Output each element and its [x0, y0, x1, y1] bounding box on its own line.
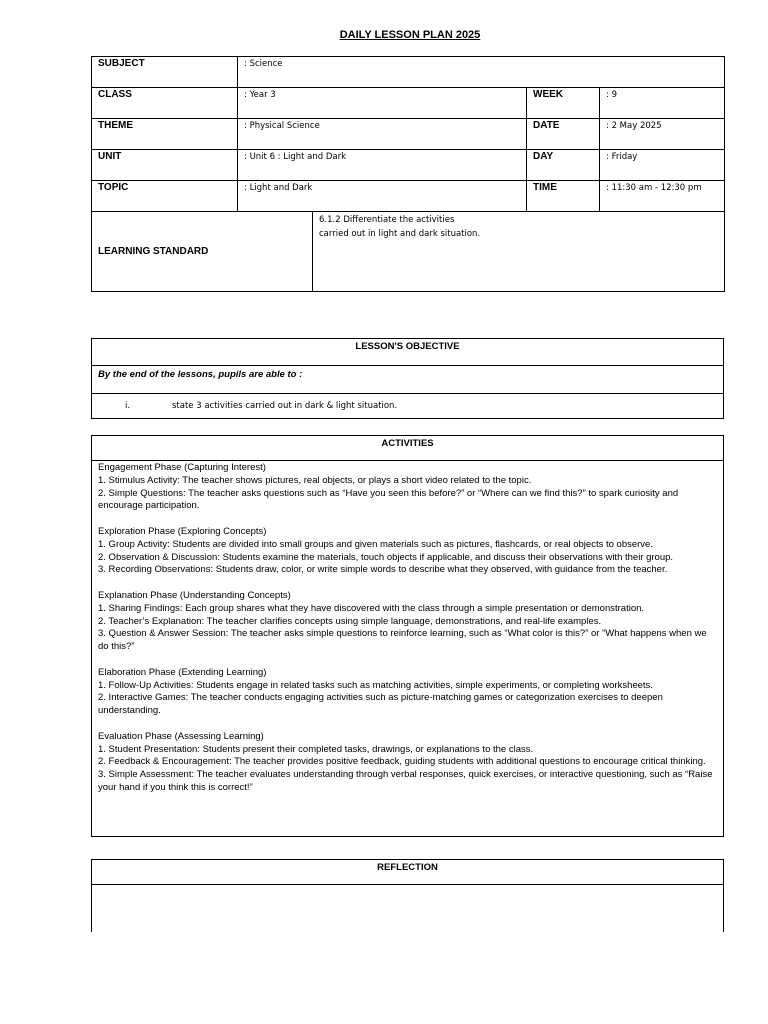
day-label: DAY — [527, 150, 600, 181]
phase-title: Evaluation Phase (Assessing Learning) — [98, 730, 264, 742]
learning-standard-label: LEARNING STANDARD — [92, 212, 313, 292]
phase-line: 3. Simple Assessment: The teacher evaluates understanding through verbal responses, quick exercises, or interactive questioning, such as “Raise your hand if you think this is correct!” — [98, 769, 713, 793]
class-row — [92, 88, 725, 119]
page-title: DAILY LESSON PLAN 2025 — [339, 29, 481, 41]
topic-label: TOPIC — [92, 181, 238, 212]
learning-standard-value — [313, 212, 725, 292]
phase-line: 1. Sharing Findings: Each group shares what they have discovered with the class through a simple presentation or demonstration. — [98, 602, 645, 614]
date-label: DATE — [527, 119, 600, 150]
phase-line: 1. Student Presentation: Students present their completed tasks, drawings, or explanations to the class. — [98, 743, 534, 755]
activities-table — [91, 435, 724, 837]
week-label: WEEK — [527, 88, 600, 119]
phase-line: 1. Stimulus Activity: The teacher shows pictures, real objects, or plays a short video related to the topic. — [98, 474, 532, 486]
subject-value: : Science — [238, 57, 725, 88]
evaluation-phase — [98, 731, 717, 795]
phase-line: 2. Simple Questions: The teacher asks questions such as “Have you seen this before?” or “Where can we find this?” to spark curiosity and encourage participation. — [98, 487, 679, 512]
unit-row — [92, 150, 725, 181]
phase-line: 2. Interactive Games: The teacher conducts engaging activities such as picture-matching games or categorization exercises to deepen understanding. — [98, 692, 663, 717]
theme-label: THEME — [92, 119, 238, 150]
class-label: CLASS — [92, 88, 238, 119]
phase-line: 1. Group Activity: Students are divided into small groups and given materials such as pictures, flashcards, or real objects to observe. — [98, 538, 653, 550]
learning-standard-table — [91, 211, 725, 292]
phase-line: 2. Feedback & Encouragement: The teacher provides positive feedback, guiding students with additional questions to encourage critical thinking. — [98, 756, 706, 768]
day-value: : Friday — [600, 150, 725, 181]
elaboration-phase — [98, 667, 717, 718]
objective-intro: By the end of the lessons, pupils are able to : — [92, 366, 724, 394]
phase-line: 1. Follow-Up Activities: Students engage in related tasks such as matching activities, simple experiments, or completing worksheets. — [98, 679, 653, 691]
objective-item-number: i. — [125, 401, 131, 411]
phase-line: 3. Question & Answer Session: The teacher asks simple questions to reinforce learning, such as “What color is this?” or “What happens when we do this?” — [98, 628, 707, 653]
phase-line: 3. Recording Observations: Students draw, color, or write simple words to describe what they observed, with guidance from the teacher. — [98, 564, 668, 576]
learning-standard-line-1: 6.1.2 Differentiate the activities — [319, 215, 455, 225]
phase-line: 2. Observation & Discussion: Students examine the materials, touch objects if applicable, and discuss their observations with their group. — [98, 551, 674, 563]
phase-title: Elaboration Phase (Extending Learning) — [98, 666, 267, 678]
explanation-phase — [98, 590, 717, 654]
reflection-header: REFLECTION — [92, 860, 724, 885]
time-label: TIME — [527, 181, 600, 212]
class-value: : Year 3 — [238, 88, 527, 119]
engagement-phase — [98, 462, 717, 513]
subject-label: SUBJECT — [92, 57, 238, 88]
exploration-phase — [98, 526, 717, 577]
theme-value: : Physical Science — [238, 119, 527, 150]
activities-header: ACTIVITIES — [92, 436, 724, 461]
phase-title: Explanation Phase (Understanding Concepts) — [98, 589, 291, 601]
unit-label: UNIT — [92, 150, 238, 181]
activities-body — [92, 461, 724, 837]
objective-item — [92, 394, 724, 419]
learning-standard-line-2: carried out in light and dark situation. — [319, 229, 481, 239]
lesson-objective-table — [91, 338, 724, 419]
phase-title: Engagement Phase (Capturing Interest) — [98, 462, 266, 473]
lesson-info-table — [91, 56, 725, 212]
subject-row — [92, 57, 725, 88]
time-value: : 11:30 am - 12:30 pm — [600, 181, 725, 212]
phase-line: 2. Teacher’s Explanation: The teacher clarifies concepts using simple language, demonstrations, and real-life examples. — [98, 615, 602, 627]
unit-value: : Unit 6 : Light and Dark — [238, 150, 527, 181]
week-value: : 9 — [600, 88, 725, 119]
objective-header: LESSON'S OBJECTIVE — [92, 339, 724, 366]
phase-title: Exploration Phase (Exploring Concepts) — [98, 525, 267, 537]
topic-value: : Light and Dark — [238, 181, 527, 212]
reflection-body[interactable] — [92, 885, 724, 933]
reflection-table — [91, 859, 724, 932]
topic-row — [92, 181, 725, 212]
theme-row — [92, 119, 725, 150]
date-value: : 2 May 2025 — [600, 119, 725, 150]
objective-item-text: state 3 activities carried out in dark & light situation. — [172, 401, 398, 411]
